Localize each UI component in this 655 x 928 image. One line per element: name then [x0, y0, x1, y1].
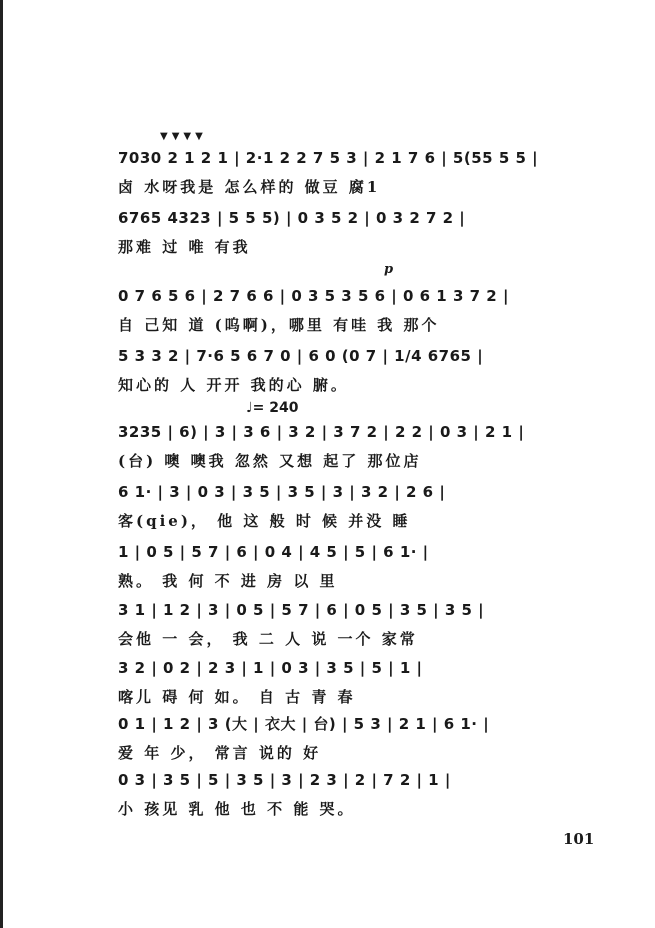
notation-line: 6 1· | 3 | 0 3 | 3 5 | 3 5 | 3 | 3 2 | 2 6 |: [118, 483, 446, 501]
lyrics-line: 会他 一 会， 我 二 人 说 一个 家常: [118, 630, 418, 648]
notation-line: 6765 4323 | 5 5 5) | 0 3 5 2 | 0 3 2 7 2 |: [118, 209, 466, 227]
lyrics-line: 小 孩见 乳 他 也 不 能 哭。: [118, 800, 356, 818]
notation-line: 3235 | 6) | 3 | 3 6 | 3 2 | 3 7 2 | 2 2 | 0 3 | 2 1 |: [118, 423, 525, 441]
notation-line: 0 1 | 1 2 | 3 (大 | 衣大 | 台) | 5 3 | 2 1 | 6 1· |: [118, 715, 490, 733]
lyrics-line: 自 己知 道 (呜啊)，哪里 有哇 我 那个: [118, 316, 440, 334]
lyrics-line: 喀儿 碍 何 如。 自 古 青 春: [118, 688, 356, 706]
notation-line: 1 | 0 5 | 5 7 | 6 | 0 4 | 4 5 | 5 | 6 1· |: [118, 543, 429, 561]
lyrics-line: 知心的 人 开开 我的心 腑。: [118, 376, 349, 394]
lyrics-line: (台) 噢 噢我 忽然 又想 起了 那位店: [118, 452, 422, 470]
notation-line: 7030 2 1 2 1 | 2·1 2 2 7 5 3 | 2 1 7 6 | 5(55 5 5 |: [118, 149, 539, 167]
dynamic-mark: p: [384, 262, 394, 277]
accent-marks: ▼▼▼▼: [160, 131, 207, 142]
notation-line: 3 2 | 0 2 | 2 3 | 1 | 0 3 | 3 5 | 5 | 1 |: [118, 659, 423, 677]
lyrics-line: 爱 年 少， 常言 说的 好: [118, 744, 322, 762]
lyrics-line: 那难 过 唯 有我: [118, 238, 251, 256]
notation-line: 0 3 | 3 5 | 5 | 3 5 | 3 | 2 3 | 2 | 7 2 | 1 |: [118, 771, 451, 789]
notation-line: 0 7 6 5 6 | 2 7 6 6 | 0 3 5 3 5 6 | 0 6 1 3 7 2 |: [118, 287, 509, 305]
tempo-mark: ♩= 240: [246, 400, 299, 416]
lyrics-line: 客(qie)， 他 这 般 时 候 并没 睡: [118, 512, 411, 530]
notation-line: 3 1 | 1 2 | 3 | 0 5 | 5 7 | 6 | 0 5 | 3 5 | 3 5 |: [118, 601, 485, 619]
lyrics-line: 熟。 我 何 不 进 房 以 里: [118, 572, 338, 590]
lyrics-line: 卤 水呀我是 怎么样的 做豆 腐1: [118, 178, 381, 196]
page-number: 101: [563, 830, 595, 848]
notation-line: 5 3 3 2 | 7·6 5 6 7 0 | 6 0 (0 7 | 1/4 6765 |: [118, 347, 484, 365]
